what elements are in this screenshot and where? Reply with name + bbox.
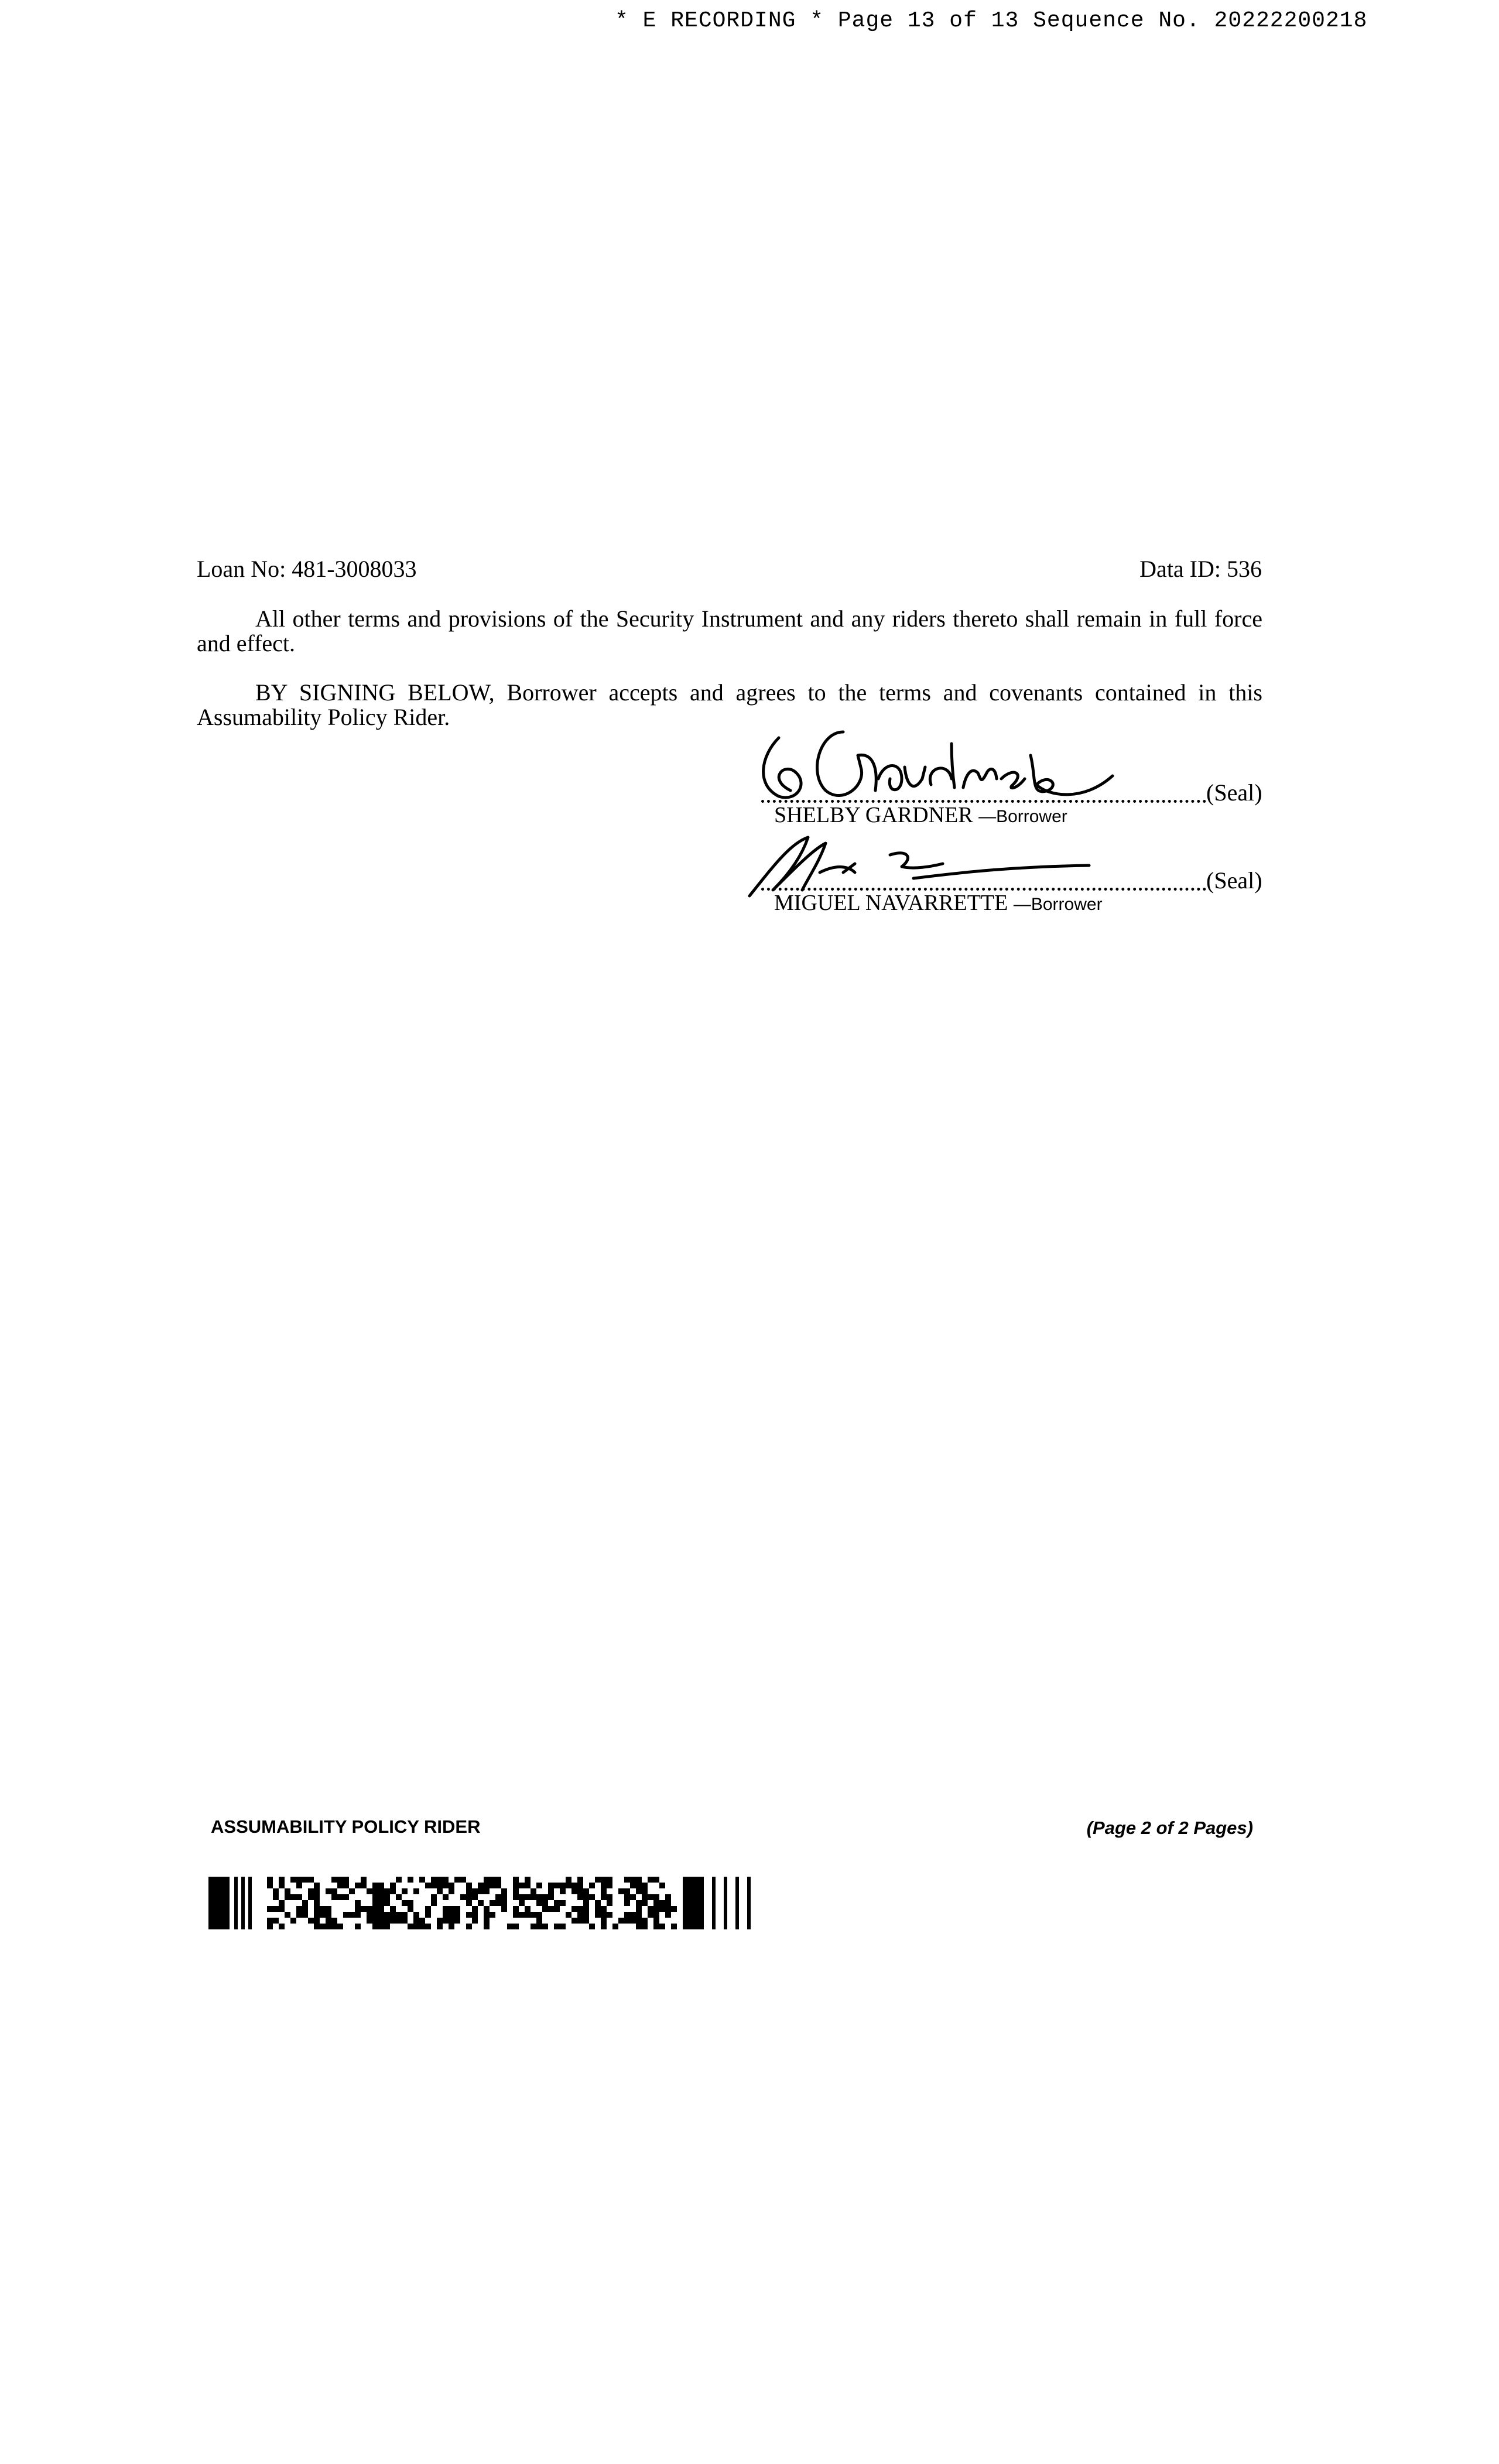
borrower-role: —Borrower [1013, 895, 1103, 914]
borrower-name-2 [774, 890, 1103, 916]
borrower-role: —Borrower [978, 807, 1067, 826]
barcode [208, 1874, 776, 1932]
terms-paragraph-text: All other terms and provisions of the Security Instrument and any riders thereto shall remain in full force and effect. [197, 605, 1262, 656]
seal-label: (Seal) [1206, 779, 1262, 806]
form-title: ASSUMABILITY POLICY RIDER [211, 1816, 481, 1837]
borrower-name-text: SHELBY GARDNER [774, 803, 973, 827]
data-id: Data ID: 536 [1139, 556, 1262, 582]
signing-paragraph-text: BY SIGNING BELOW, Borrower accepts and agrees to the terms and covenants contained in this Assumability Policy Rider. [197, 679, 1262, 730]
borrower-name-text: MIGUEL NAVARRETTE [774, 891, 1008, 915]
terms-paragraph [197, 607, 1262, 656]
seal-label: (Seal) [1206, 867, 1262, 894]
recording-header: * E RECORDING * Page 13 of 13 Sequence No. 20222200218 [615, 8, 1368, 33]
loan-number: Loan No: 481-3008033 [197, 556, 417, 582]
borrower-name-1 [774, 802, 1067, 828]
page-indicator: (Page 2 of 2 Pages) [1086, 1818, 1253, 1838]
